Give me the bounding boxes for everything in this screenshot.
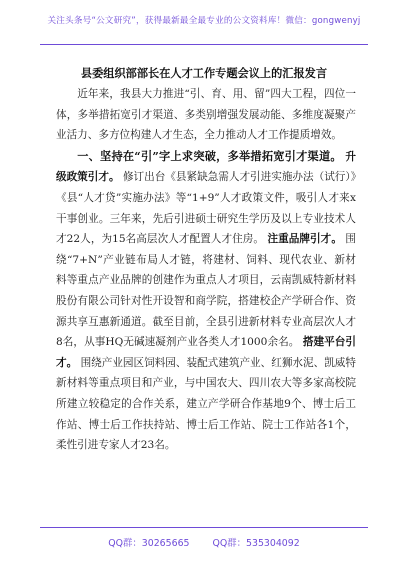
header-banner: 关注头条号“公文研究”，获得最新最全最专业的公文资料库！微信：gongwenyj <box>47 16 361 26</box>
section-paragraph <box>56 146 356 456</box>
header-divider <box>40 44 368 45</box>
subsection-text-platform-part1: 围绕产业园区饲料园、装配式建筑产业、红狮水泥、凯威特新材料等重点项目和产业，与中国农大、四川农大等多家高校院所建立较稳定的合作关系，建立产学研合作基地9个、博士后工作站、博士后工作扶持站、博士后工作站、院士工作站各1个，柔性引进专家人才23名。 <box>56 356 356 452</box>
intro-paragraph: 近年来，我县大力推进“引、育、用、留”四大工程，四位一体，多举措拓宽引才渠道、多类别增强发展动能、多维度凝聚产业活力、多方位构建人才生态，全力推动人才工作提质增效。 <box>56 88 356 142</box>
subsection-title-policy: 升级政策引才。 <box>56 150 356 184</box>
document-title: 县委组织部部长在人才工作专题会议上的汇报发言 <box>80 66 328 80</box>
footer-divider <box>40 527 368 528</box>
subsection-title-platform: 搭建平台引才。 <box>56 336 357 369</box>
footer-qq-group-1: QQ群：30265665 <box>108 538 190 549</box>
subsection-text-brand: 围绕“7+N”产业链布局人才链，将建材、饲料、现代农业、新材料等重点产业品牌的创建作为重点人才项目，云南凯威特新材料股份有限公司针对性开设智和商学院，搭建校企产学研合作、资源共享互惠新通道。截至目前，全县引进新材料专业高层次人才8名，从事HQ无碱速凝剂产业各类人才1000余名。 <box>56 233 356 349</box>
footer <box>40 535 368 549</box>
footer-qq-group-2: QQ群：535304092 <box>212 538 300 549</box>
subsection-text-policy: 修订出台《县紧缺急需人才引进实施办法（试行）》《县“人才贷”实施办法》等“1+9”人才政策文件，吸引人才来x干事创业。三年来，先后引进硕士研究生学历及以上专业技术人才22人，为15名高层次人才配置人才住房。 <box>56 171 356 246</box>
subsection-title-brand: 注重品牌引才。 <box>267 233 342 246</box>
section-heading: 一、坚持在“引”字上求突破，多举措拓宽引才渠道。 <box>77 148 342 163</box>
document-body <box>56 84 356 456</box>
